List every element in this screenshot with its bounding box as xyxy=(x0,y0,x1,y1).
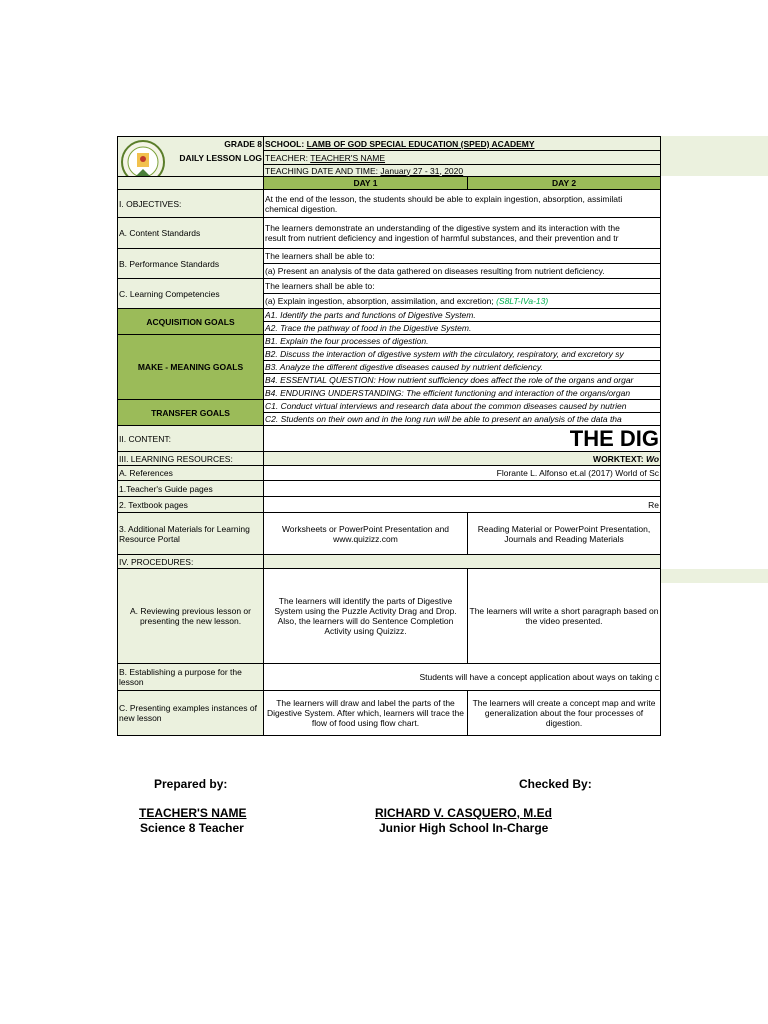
header-logo-cell xyxy=(118,137,264,177)
school-seal-logo xyxy=(120,139,166,177)
make-meaning-goal-b4-question xyxy=(264,374,661,387)
additional-materials-label: 3. Additional Materials for Learning Resource Portal xyxy=(118,513,264,555)
learning-competencies-label: C. Learning Competencies xyxy=(118,279,264,309)
learning-competencies-text: (a) Explain ingestion, absorption, assimilation, and excretion; xyxy=(265,296,494,306)
worktext-value: Wo xyxy=(645,453,660,464)
checked-by-name: RICHARD V. CASQUERO, M.Ed xyxy=(375,806,552,820)
establishing-purpose-label: B. Establishing a purpose for the lesson xyxy=(118,664,264,691)
date-label: TEACHING DATE AND TIME: xyxy=(265,165,379,176)
school-row xyxy=(264,137,661,151)
teachers-guide-value xyxy=(264,481,661,497)
school-name: LAMB OF GOD SPECIAL EDUCATION (SPED) ACADEMY xyxy=(306,138,535,149)
lesson-log-table xyxy=(117,136,661,736)
learning-resources-label: III. LEARNING RESOURCES: xyxy=(118,452,264,466)
teachers-guide-label: 1.Teacher's Guide pages xyxy=(118,481,264,497)
acquisition-goals-label: ACQUISITION GOALS xyxy=(118,309,264,335)
performance-standards-label: B. Performance Standards xyxy=(118,249,264,279)
reviewing-lesson-label: A. Reviewing previous lesson or presenting the new lesson. xyxy=(118,569,264,664)
objectives-line-1: At the end of the lesson, the students should be able to explain ingestion, absorption, assimilati xyxy=(265,193,623,204)
worktext-label: WORKTEXT: xyxy=(593,453,644,464)
essential-question-text: How nutrient sufficiency does affect the role of the organs and orgar xyxy=(378,375,634,385)
enduring-understanding-text: The efficient functioning and interaction of the organs/organ xyxy=(406,388,631,398)
enduring-understanding-label: B4. ENDURING UNDERSTANDING: xyxy=(265,388,404,398)
additional-materials-day2: Reading Material or PowerPoint Presentation, Journals and Reading Materials xyxy=(468,513,661,555)
objectives-line-2: chemical digestion. xyxy=(265,203,338,214)
learning-competencies-line-1: The learners shall be able to: xyxy=(264,279,661,294)
make-meaning-goal-b2: B2. Discuss the interaction of digestive system with the circulatory, respiratory, and excretory sy xyxy=(264,348,661,361)
make-meaning-goal-b3: B3. Analyze the different digestive diseases caused by nutrient deficiency. xyxy=(264,361,661,374)
essential-question-label: B4. ESSENTIAL QUESTION: xyxy=(265,375,376,385)
references-value: Florante L. Alfonso et.al (2017) World of Sc xyxy=(264,466,661,481)
references-label: A. References xyxy=(118,466,264,481)
teacher-name: TEACHER'S NAME xyxy=(310,152,386,163)
make-meaning-goals-label: MAKE - MEANING GOALS xyxy=(118,335,264,400)
school-label: SCHOOL: xyxy=(265,138,305,149)
overflow-bar-resources xyxy=(660,569,768,583)
daily-lesson-log-sheet xyxy=(117,136,660,736)
content-standards-label: A. Content Standards xyxy=(118,218,264,249)
day-header-spacer xyxy=(118,177,264,190)
teacher-row xyxy=(264,151,661,165)
checked-by-role: Junior High School In-Charge xyxy=(379,821,549,835)
performance-standards-line-1: The learners shall be able to: xyxy=(264,249,661,264)
objectives-text xyxy=(264,190,661,218)
content-standards-line-2: result from nutrient deficiency and ingestion of harmful substances, and their prevention and tr xyxy=(265,233,619,243)
procedures-label: IV. PROCEDURES: xyxy=(118,555,264,569)
grade-label: GRADE 8 xyxy=(224,139,262,149)
content-standards-line-1: The learners demonstrate an understanding of the digestive system and its interaction with the xyxy=(265,223,620,233)
date-value: January 27 - 31, 2020 xyxy=(380,165,464,176)
date-row xyxy=(264,165,661,177)
textbook-pages-value: Re xyxy=(264,497,661,513)
prepared-by-name: TEACHER'S NAME xyxy=(139,806,247,820)
acquisition-goal-a2: A2. Trace the pathway of food in the Digestive System. xyxy=(264,322,661,335)
teacher-label: TEACHER: xyxy=(265,152,308,163)
presenting-examples-label: C. Presenting examples instances of new lesson xyxy=(118,691,264,736)
textbook-pages-label: 2. Textbook pages xyxy=(118,497,264,513)
prepared-by-label: Prepared by: xyxy=(154,777,228,791)
overflow-bar-header xyxy=(660,136,768,176)
content-label: II. CONTENT: xyxy=(118,426,264,452)
content-standards-text xyxy=(264,218,661,249)
make-meaning-goal-b4-understanding xyxy=(264,387,661,400)
learning-competencies-line-2 xyxy=(264,294,661,309)
performance-standards-line-2: (a) Present an analysis of the data gathered on diseases resulting from nutrient deficiency. xyxy=(264,264,661,279)
additional-materials-day1: Worksheets or PowerPoint Presentation and www.quizizz.com xyxy=(264,513,468,555)
objectives-label: I. OBJECTIVES: xyxy=(118,190,264,218)
competency-code: (S8LT-IVa-13) xyxy=(496,296,549,306)
worktext-cell xyxy=(264,452,661,466)
prepared-by-role: Science 8 Teacher xyxy=(140,821,244,835)
presenting-examples-day2: The learners will create a concept map and write generalization about the four processes of digestion. xyxy=(468,691,661,736)
procedures-header-fill xyxy=(264,555,661,569)
day2-header: DAY 2 xyxy=(468,177,661,190)
transfer-goal-c1: C1. Conduct virtual interviews and research data about the common diseases caused by nutrien xyxy=(264,400,661,413)
day1-header: DAY 1 xyxy=(264,177,468,190)
make-meaning-goal-b1: B1. Explain the four processes of digestion. xyxy=(264,335,661,348)
presenting-examples-day1: The learners will draw and label the parts of the Digestive System. After which, learners will trace the flow of food using flow chart. xyxy=(264,691,468,736)
checked-by-label: Checked By: xyxy=(519,777,592,791)
acquisition-goal-a1: A1. Identify the parts and functions of Digestive System. xyxy=(264,309,661,322)
reviewing-lesson-day1: The learners will identify the parts of Digestive System using the Puzzle Activity Drag and Drop. Also, the learners will do Sentence Completion Activity using Quizizz. xyxy=(264,569,468,664)
transfer-goal-c2: C2. Students on their own and in the long run will be able to present an analysis of the data tha xyxy=(264,413,661,426)
establishing-purpose-value: Students will have a concept application about ways on taking c xyxy=(264,664,661,691)
dll-title: DAILY LESSON LOG xyxy=(179,153,262,163)
reviewing-lesson-day2: The learners will write a short paragraph based on the video presented. xyxy=(468,569,661,664)
content-title: THE DIG xyxy=(264,426,661,452)
transfer-goals-label: TRANSFER GOALS xyxy=(118,400,264,426)
